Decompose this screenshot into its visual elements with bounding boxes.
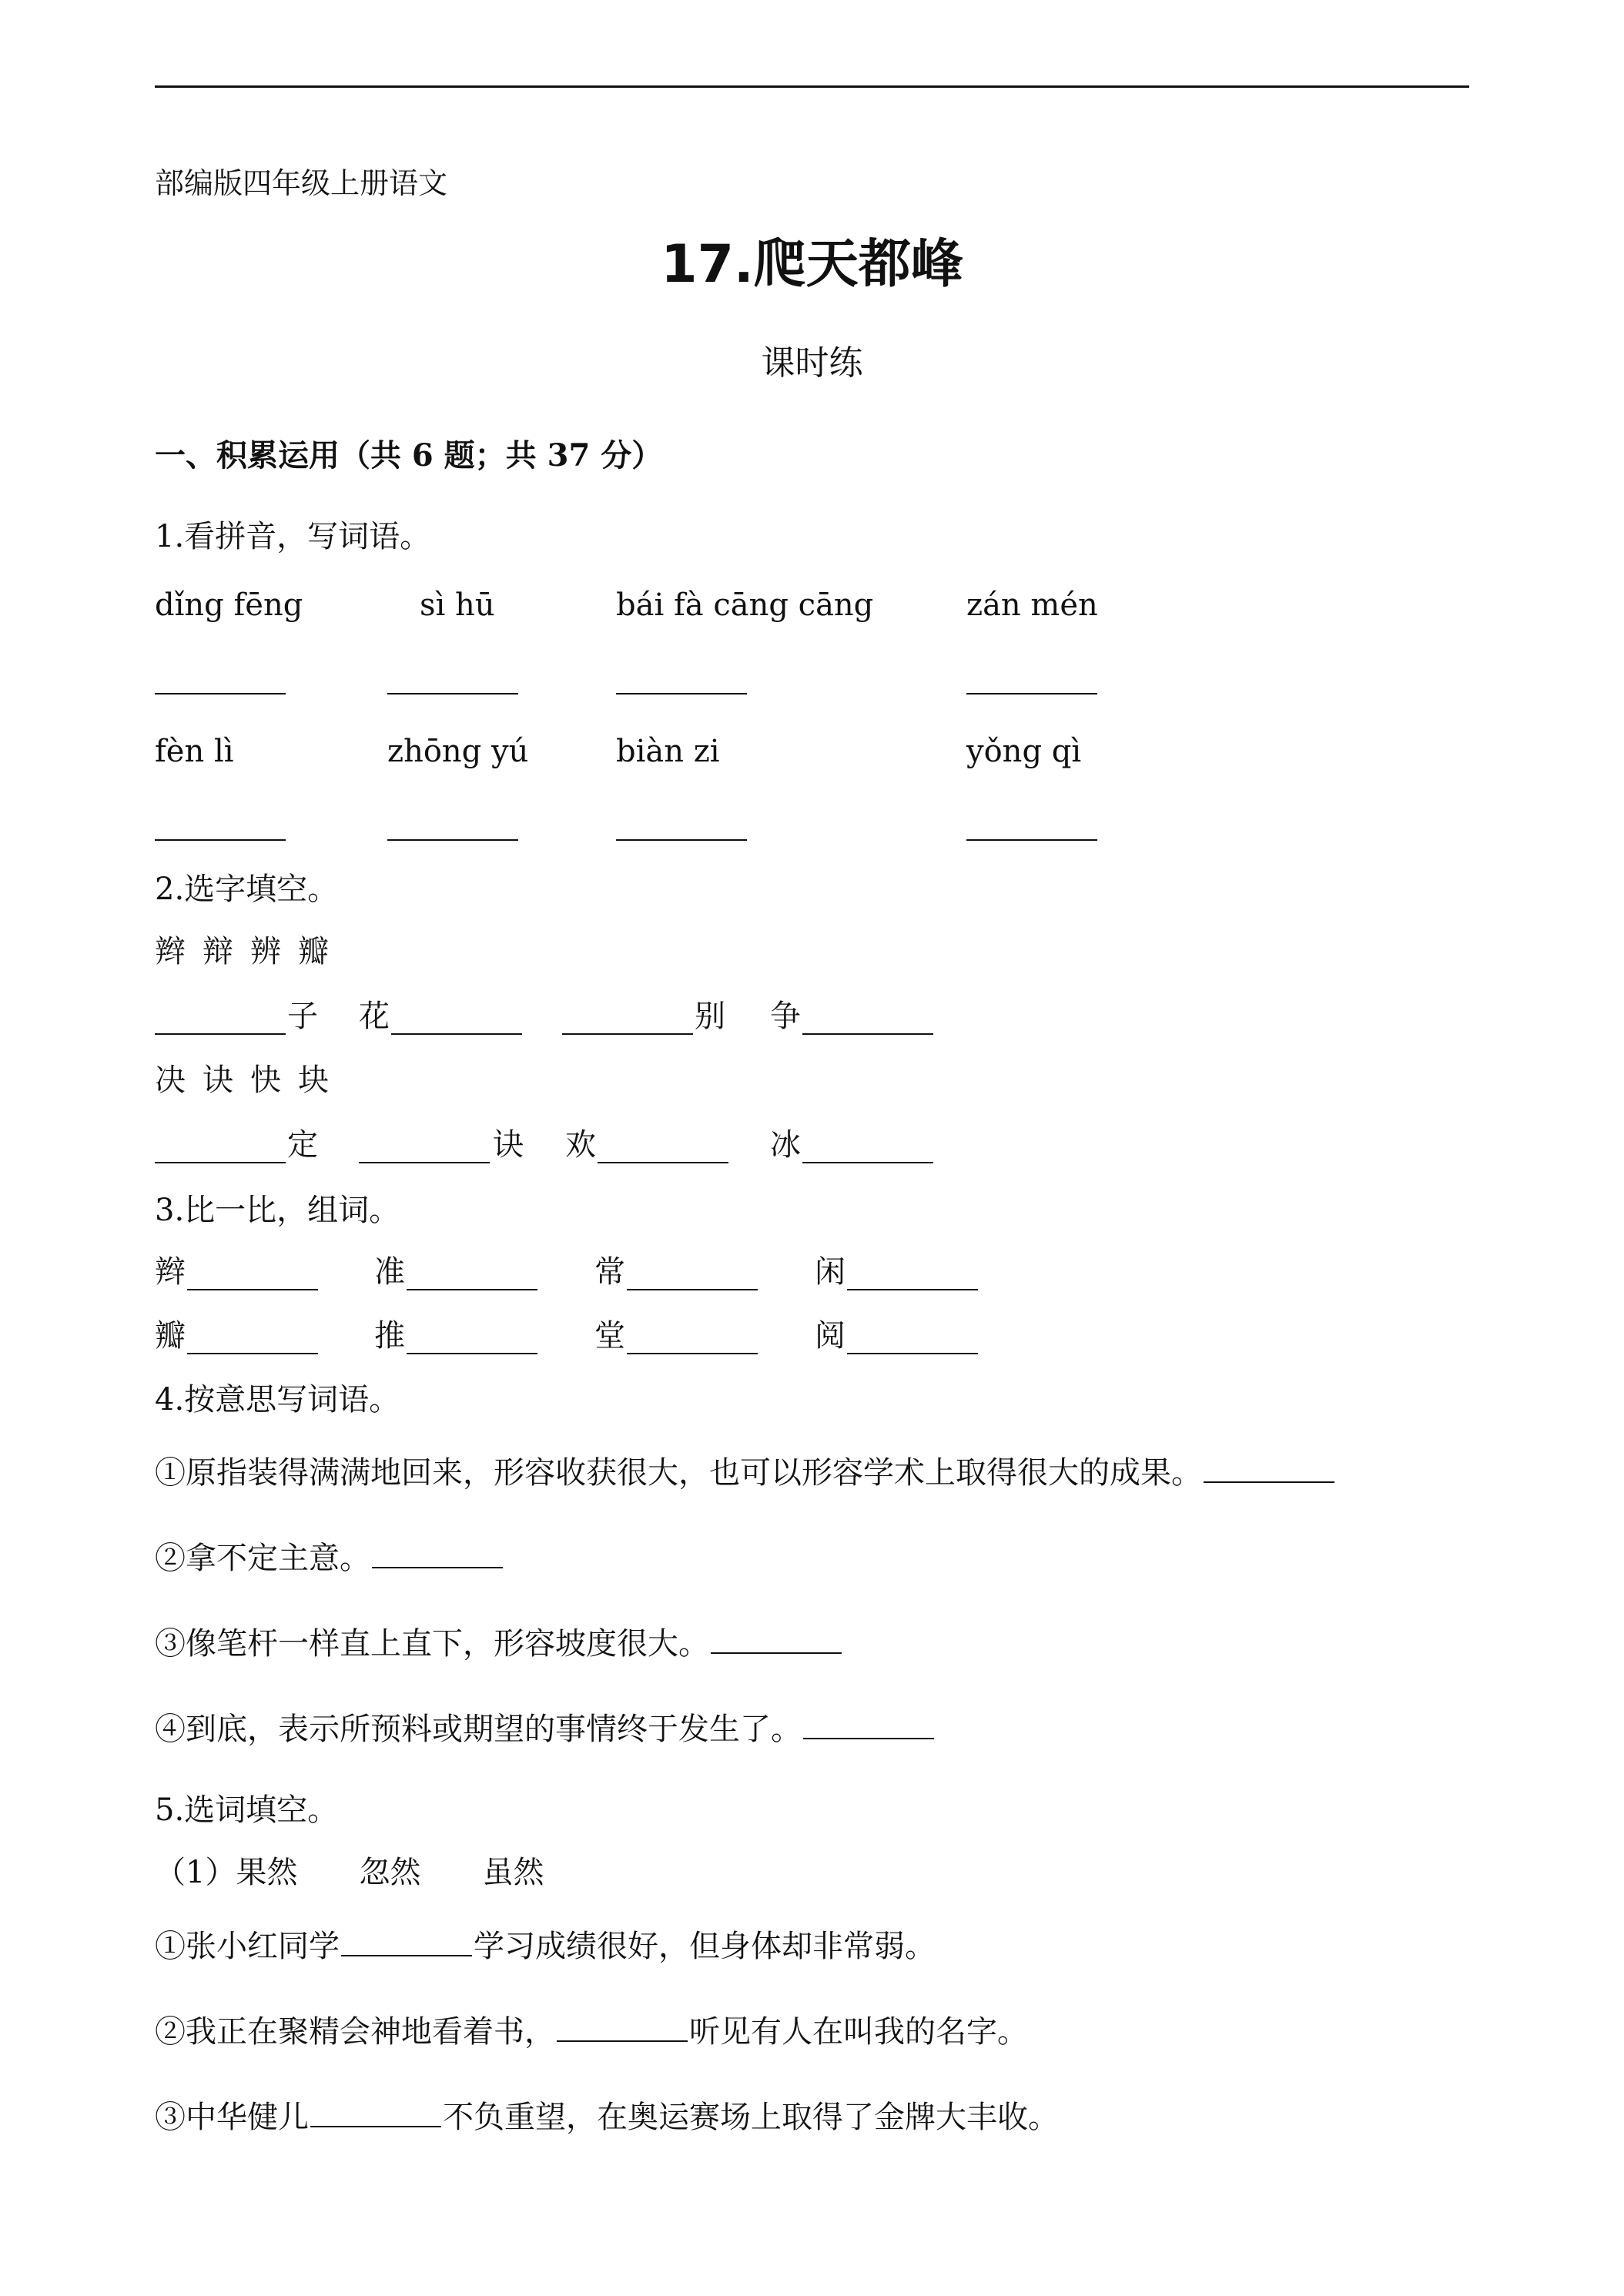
q5-item-after: 不负重望，在奥运赛场上取得了金牌大丰收。 [443,2100,1059,2135]
answer-blank[interactable] [155,693,286,694]
answer-blank[interactable] [802,1162,933,1163]
char-option: 快 [250,1063,281,1098]
char-option: 辨 [250,934,281,969]
answer-blank[interactable] [711,1626,842,1654]
q4-item [155,1455,1336,1491]
fill-word: 子 [287,999,318,1034]
section-heading: 一、积累运用（共 6 题；共 37 分） [155,437,663,474]
answer-blank[interactable] [187,1353,318,1354]
q4-item-text: ②拿不定主意。 [155,1541,370,1576]
q5-item-before: ③中华健儿 [155,2100,309,2135]
compare-char: 推 [374,1318,405,1354]
q4-item [155,1626,843,1662]
q4-item [155,1541,504,1574]
q5-item-before: ②我正在聚精会神地看着书， [155,2014,555,2050]
answer-blank[interactable] [391,1033,522,1035]
q5-options: （1）果然 忽然 虽然 [155,1855,544,1890]
q4-item-text: ③像笔杆一样直上直下，形容坡度很大。 [155,1626,709,1662]
answer-blank[interactable] [310,2100,441,2127]
pinyin: bái fà cāng cāng [616,587,874,623]
answer-blank[interactable] [803,1712,934,1739]
fill-word: 定 [287,1127,318,1163]
answer-blank[interactable] [387,839,518,841]
answer-blank[interactable] [372,1541,503,1568]
char-options [155,936,329,967]
compare-char: 阅 [815,1318,845,1354]
pinyin: yǒng qì [966,734,1082,769]
header-label: 部编版四年级上册语文 [155,166,448,200]
fill-word: 欢 [565,1127,596,1163]
compare-char: 准 [374,1254,405,1290]
q3-prompt: 3.比一比，组词。 [155,1193,400,1228]
answer-blank[interactable] [616,839,747,841]
compare-char: 闲 [815,1254,845,1290]
char-option: 辫 [155,934,186,969]
answer-blank[interactable] [387,693,518,694]
compare-char: 辫 [155,1254,186,1290]
answer-blank[interactable] [557,2014,688,2042]
answer-blank[interactable] [155,839,286,841]
answer-blank[interactable] [407,1289,537,1290]
char-option: 块 [298,1063,329,1098]
char-option: 瓣 [298,934,329,969]
answer-blank[interactable] [359,1162,490,1163]
page-title: 17.爬天都峰 [661,234,963,295]
char-options [155,1065,329,1096]
pinyin: dǐng fēng [155,587,303,623]
answer-blank[interactable] [616,693,747,694]
compare-char: 瓣 [155,1318,186,1354]
answer-blank[interactable] [155,1162,286,1163]
q5-item [155,2014,1028,2050]
q5-prompt: 5.选词填空。 [155,1792,339,1828]
answer-blank[interactable] [802,1033,933,1035]
pinyin: zán mén [966,587,1098,623]
answer-blank[interactable] [847,1353,978,1354]
header-rule [155,85,1469,88]
q5-item [155,2100,1059,2133]
q2-prompt: 2.选字填空。 [155,872,339,907]
char-option: 决 [155,1063,186,1098]
q4-item-text: ④到底，表示所预料或期望的事情终于发生了。 [155,1712,802,1747]
answer-blank[interactable] [187,1289,318,1290]
fill-word: 诀 [493,1127,524,1163]
q1-prompt: 1.看拼音，写词语。 [155,519,431,554]
answer-blank[interactable] [627,1289,758,1290]
fill-word: 冰 [770,1127,801,1163]
q4-item [155,1712,936,1745]
q5-item-after: 听见有人在叫我的名字。 [689,2014,1028,2050]
q5-item-before: ①张小红同学 [155,1929,340,1964]
q5-item-after: 学习成绩很好，但身体却非常弱。 [474,1929,936,1964]
answer-blank[interactable] [562,1033,693,1035]
fill-word: 争 [770,999,801,1034]
answer-blank[interactable] [1204,1455,1334,1483]
char-option: 诀 [203,1063,233,1098]
q4-prompt: 4.按意思写词语。 [155,1382,400,1417]
char-option: 辩 [203,934,233,969]
answer-blank[interactable] [598,1162,728,1163]
compare-char: 常 [594,1254,625,1290]
compare-char: 堂 [594,1318,625,1354]
fill-word: 花 [359,999,390,1034]
pinyin: fèn lì [155,734,234,769]
answer-blank[interactable] [966,839,1097,841]
answer-blank[interactable] [407,1353,537,1354]
pinyin: zhōng yú [387,734,529,769]
answer-blank[interactable] [627,1353,758,1354]
answer-blank[interactable] [341,1929,472,1956]
pinyin: sì hū [420,587,495,623]
answer-blank[interactable] [966,693,1097,694]
pinyin: biàn zi [616,734,720,769]
page-subtitle: 课时练 [761,343,863,383]
q4-item-text: ①原指装得满满地回来，形容收获很大，也可以形容学术上取得很大的成果。 [155,1455,1202,1491]
answer-blank[interactable] [847,1289,978,1290]
q5-item [155,1929,936,1962]
answer-blank[interactable] [155,1033,286,1035]
fill-word: 别 [695,999,725,1034]
